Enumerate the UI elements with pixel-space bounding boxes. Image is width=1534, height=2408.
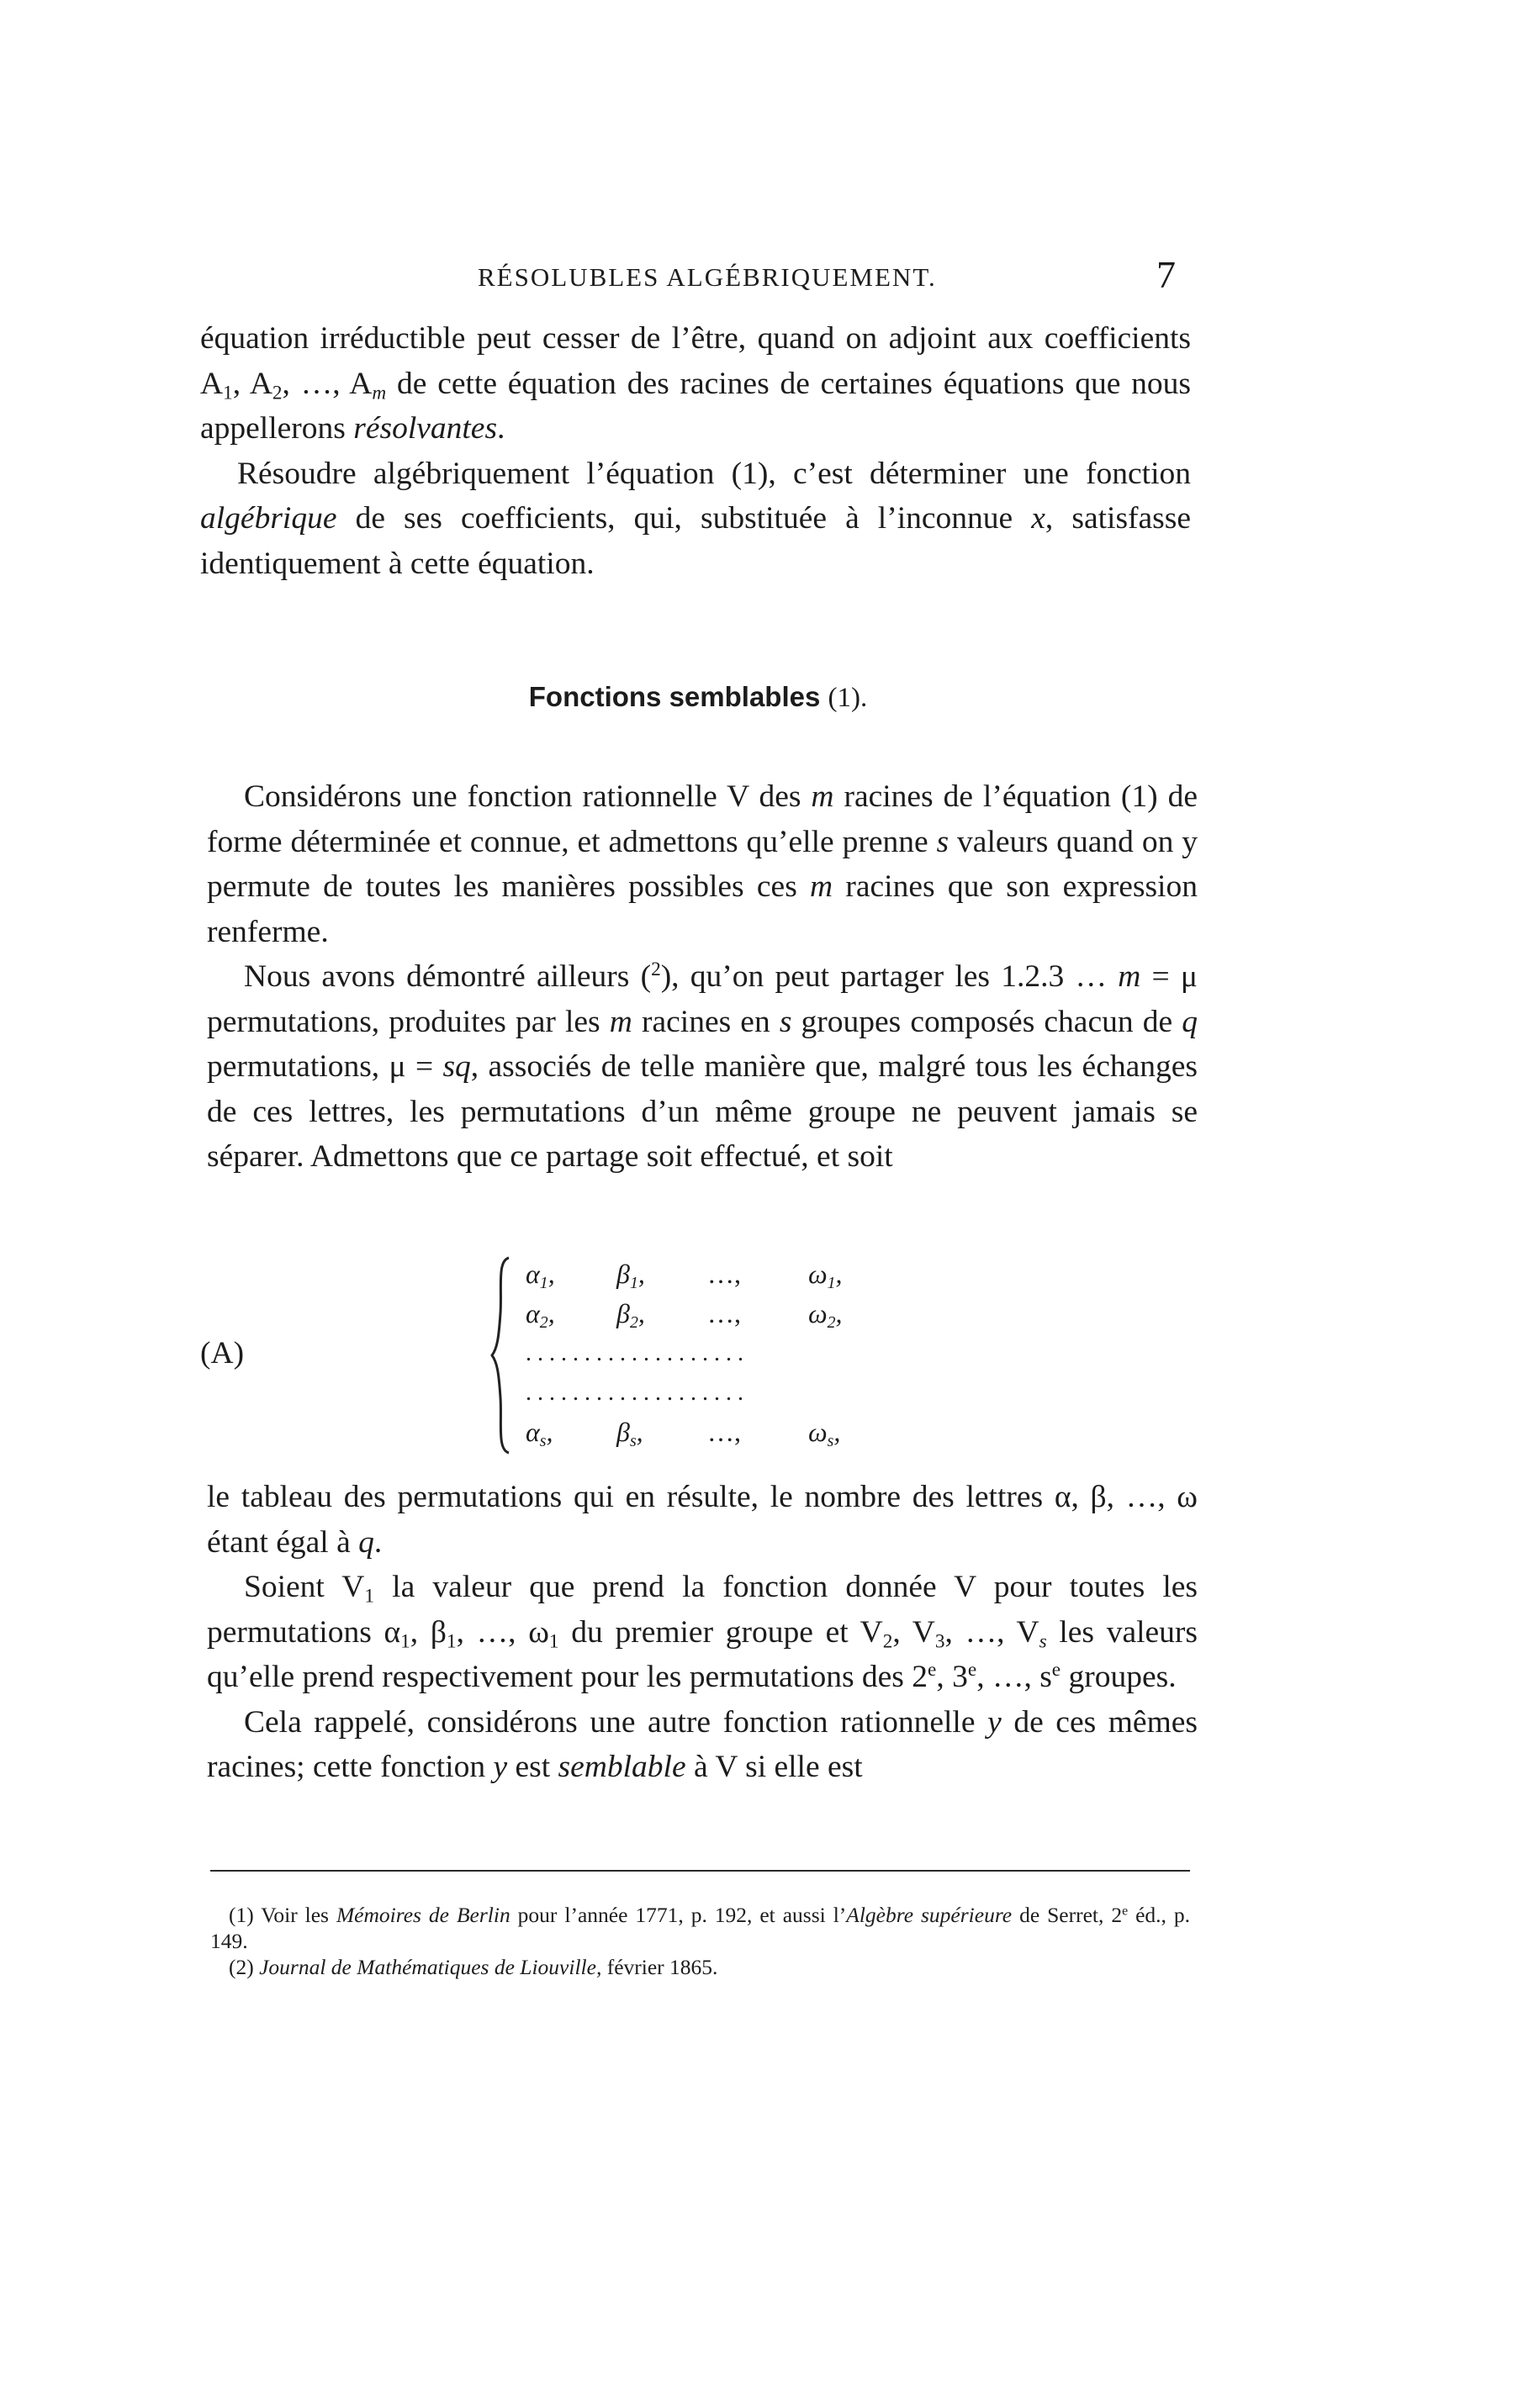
- table-dots-row: ...................: [526, 1339, 749, 1366]
- running-title: RÉSOLUBLES ALGÉBRIQUEMENT.: [478, 262, 937, 292]
- paragraph-4: Nous avons démontré ailleurs ($^2$), qu’on peut partager les 1.2.3 … m = μ permutations, produites par les m racines en s groupes composés chacun de q permutations, μ = sq, associés de telle manière que, malgré tous les échanges de ces lettres, les permutations d’un même groupe ne peuvent jamais se séparer. Admettons que ce partage soit effectué, et soit: [207, 958, 1198, 1174]
- footnote-ref-1: (1).: [828, 683, 868, 713]
- emphasis-semblable: semblable: [558, 1750, 686, 1784]
- footnote-2: (2) Journal de Mathématiques de Liouville, février 1865.: [229, 1955, 718, 1979]
- paragraph-6: Soient $V_1$ la valeur que prend la fonction donnée V pour toutes les permutations $\alpha_1$, $\beta_1$, …, $\omega_1$ du premier groupe et $V_2$, $V_3$, …, $V_s$ les valeurs qu’elle prend respectivement pour les permutations des 2e, 3e, …, $s^e$ groupes.: [207, 1570, 1198, 1694]
- paragraph-1: équation irréductible peut cesser de l’être, quand on adjoint aux coefficients $A_1$, $A_2$, …, $A_m$ de cette équation des racines de certaines équations que nous appellerons résolvantes.: [200, 321, 1192, 446]
- footnotes: [210, 1902, 1190, 1980]
- table-label: (A): [200, 1336, 245, 1370]
- table-row: αs, βs, …, ωs,: [526, 1417, 841, 1450]
- footnote-divider: [210, 1870, 1190, 1872]
- body-text: [207, 774, 1198, 1180]
- table-row: α1, β1, …, ω1,: [526, 1259, 843, 1292]
- emphasis-algebrique: algébrique: [200, 501, 337, 536]
- paragraph-3: Considérons une fonction rationnelle V des m racines de l’équation (1) de forme déterminée et connue, et admettons qu’elle prenne s valeurs quand on y permute de toutes les manières possibles ces m racines que son expression renferme.: [207, 779, 1198, 949]
- paragraph-2: Résoudre algébriquement l’équation (1), c’est déterminer une fonction algébrique de ses coefficients, qui, substituée à l’inconnue x, satisfasse identiquement à cette équation.: [200, 456, 1191, 581]
- table-row: α2, β2, …, ω2,: [526, 1298, 843, 1332]
- after-table-text: [207, 1475, 1198, 1790]
- section-heading: Fonctions semblables (1).: [528, 681, 868, 713]
- page-number: 7: [1156, 253, 1176, 296]
- table-dots-row: ...................: [526, 1379, 749, 1406]
- intro-text: [200, 316, 1191, 586]
- left-brace: [490, 1254, 516, 1456]
- footnote-1: (1) Voir les Mémoires de Berlin pour l’année 1771, p. 192, et aussi l’Algèbre supérieure de Serret, 2e éd., p. 149.: [210, 1903, 1190, 1953]
- paragraph-5: le tableau des permutations qui en résulte, le nombre des lettres α, β, …, ω étant égal à q.: [207, 1480, 1198, 1560]
- emphasis-resolvantes: résolvantes: [353, 411, 498, 446]
- paragraph-7: Cela rappelé, considérons une autre fonction rationnelle y de ces mêmes racines; cette fonction y est semblable à V si elle est: [207, 1704, 1198, 1784]
- permutation-table: [526, 1254, 899, 1452]
